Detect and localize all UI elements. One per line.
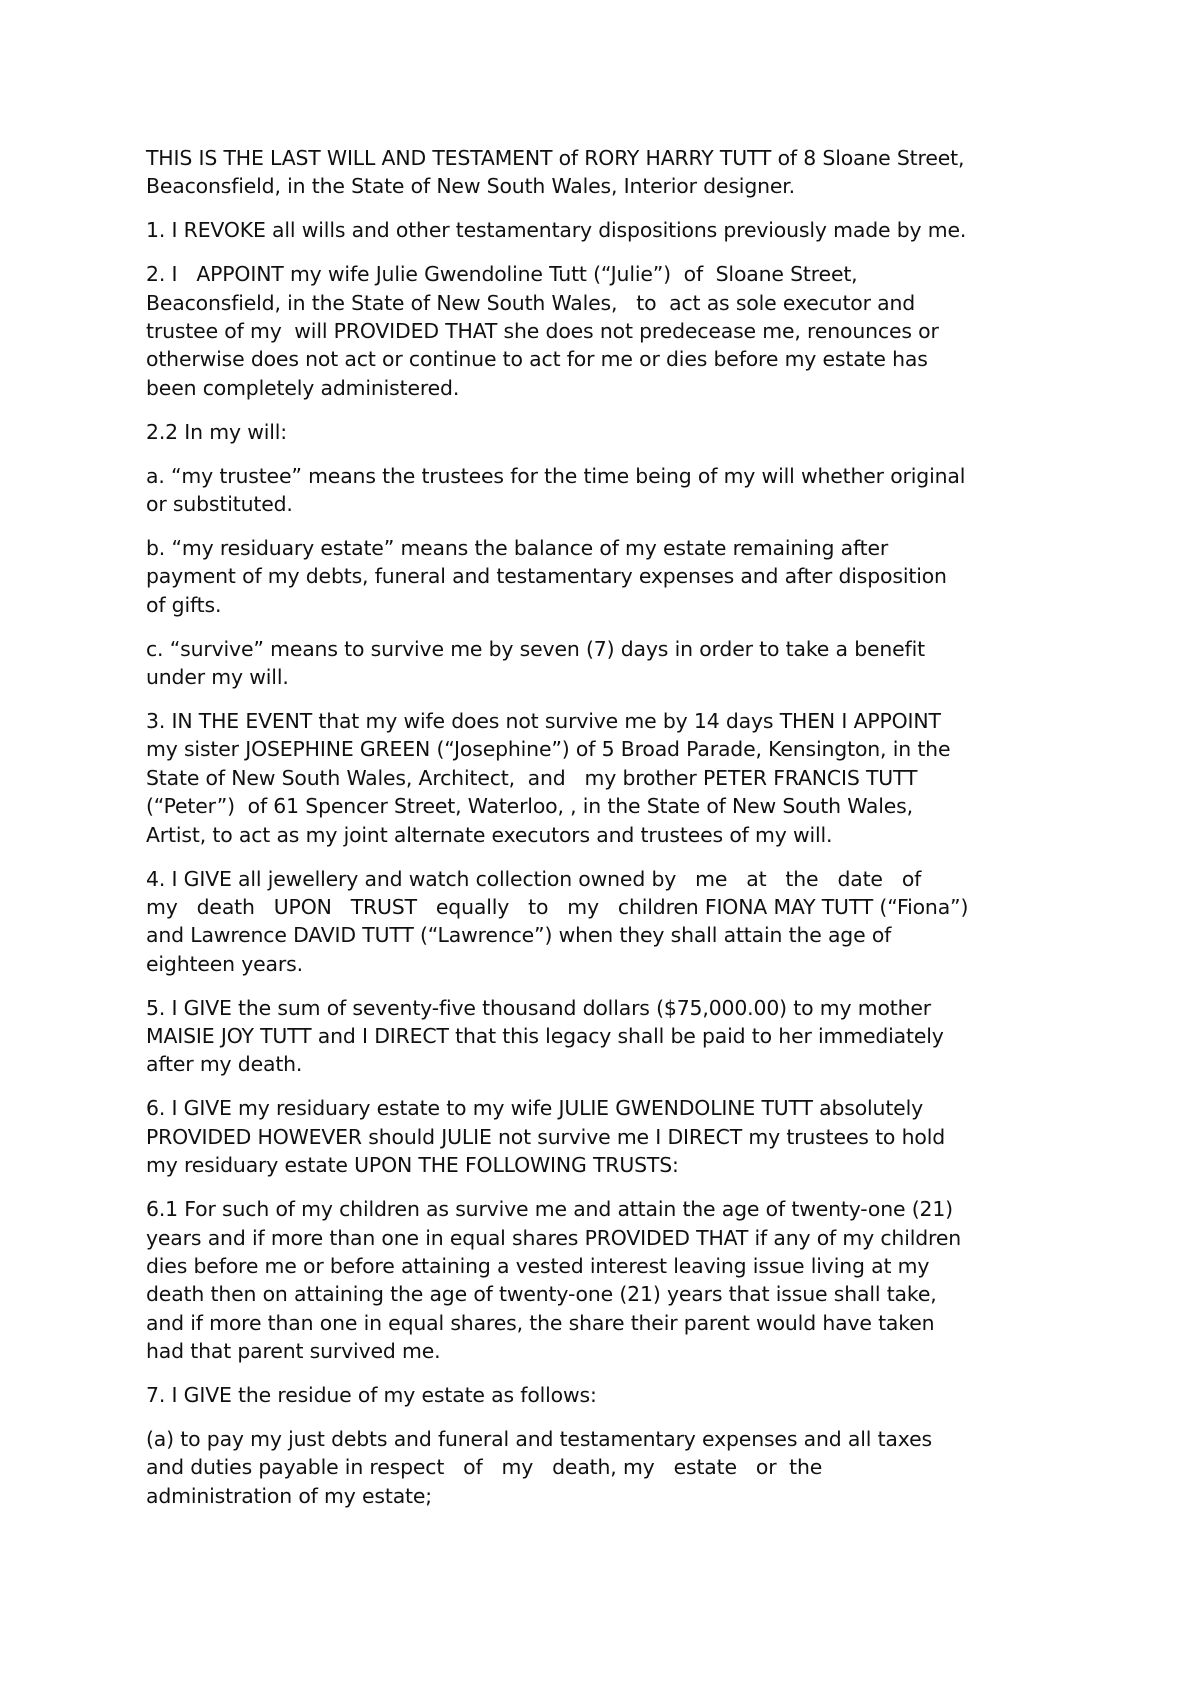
definition-c-survive: c. “survive” means to survive me by seven (7) days in order to take a benefit under my will. <box>146 636 925 690</box>
clause-6-1-children-trust: 6.1 For such of my children as survive me and attain the age of twenty-one (21) years and if more than one in equal shares PROVIDED THAT if any of my children dies before me or before attaining a vested interest leaving issue living at my death then on attaining the age of twenty-one (21) years that issue shall take, and if more than one in equal shares, the share their parent would have taken had that parent survived me. <box>146 1197 961 1364</box>
clause-3-alternate-executors: 3. IN THE EVENT that my wife does not survive me by 14 days THEN I APPOINT my sister JOSEPHINE GREEN (“Josephine”) of 5 Broad Parade, Kensington, in the State of New South Wales, Architect, and my brother PETER FRANCIS TUTT (“Peter”) of 61 Spencer Street, Waterloo, , in the State of New South Wales, Artist, to act as my joint alternate executors and trustees of my will. <box>146 709 951 847</box>
clause-4-jewellery-gift: 4. I GIVE all jewellery and watch collection owned by me at the date of my death UPON TRUST equally to my children FIONA MAY TUTT (“Fiona”) and Lawrence DAVID TUTT (“Lawrence”) when they shall attain the age of eighteen years. <box>146 866 969 976</box>
clause-2-appointment: 2. I APPOINT my wife Julie Gwendoline Tutt (“Julie”) of Sloane Street, Beaconsfield, in the State of New South Wales, to act as sole executor and trustee of my will PROVIDED THAT she does not predecease me, renounces or otherwise does not act or continue to act for me or dies before my estate has been completely administered. <box>146 262 939 400</box>
clause-1-revocation: 1. I REVOKE all wills and other testamentary dispositions previously made by me. <box>146 218 967 243</box>
clause-6-residuary-estate: 6. I GIVE my residuary estate to my wife JULIE GWENDOLINE TUTT absolutely PROVIDED HOWEVER should JULIE not survive me I DIRECT my trustees to hold my residuary estate UPON THE FOLLOWING TRUSTS: <box>146 1096 946 1178</box>
will-text <box>146 144 1076 1526</box>
clause-2-2-definitions-heading: 2.2 In my will: <box>146 419 288 444</box>
will-title-paragraph: THIS IS THE LAST WILL AND TESTAMENT of RORY HARRY TUTT of 8 Sloane Street, Beaconsfield, in the State of New South Wales, Interior designer. <box>146 146 965 199</box>
clause-7-residue-heading: 7. I GIVE the residue of my estate as follows: <box>146 1383 597 1408</box>
clause-7-a-debts-expenses: (a) to pay my just debts and funeral and testamentary expenses and all taxes and duties payable in respect of my death, my estate or the administration of my estate; <box>146 1426 932 1508</box>
definition-b-residuary-estate: b. “my residuary estate” means the balance of my estate remaining after payment of my debts, funeral and testamentary expenses and after disposition of gifts. <box>146 535 947 617</box>
clause-5-mother-legacy: 5. I GIVE the sum of seventy-five thousand dollars ($75,000.00) to my mother MAISIE JOY TUTT and I DIRECT that this legacy shall be paid to her immediately after my death. <box>146 995 944 1077</box>
definition-a-trustee: a. “my trustee” means the trustees for the time being of my will whether original or substituted. <box>146 463 966 517</box>
